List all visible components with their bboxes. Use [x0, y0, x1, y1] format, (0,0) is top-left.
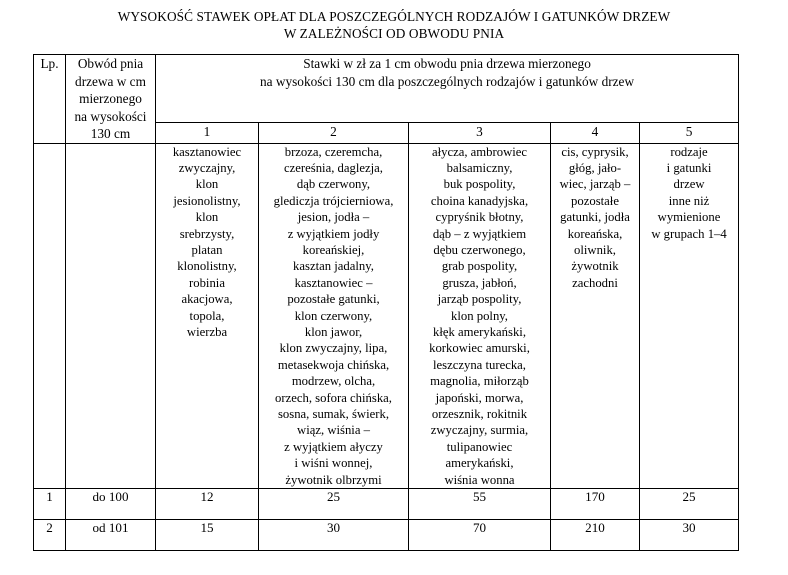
species-line: czereśnia, daglezja, [284, 160, 383, 175]
fees-table-container [33, 54, 738, 551]
species-line: dąb – z wyjątkiem [432, 226, 527, 241]
species-line: z wyjątkiem ałyczy [284, 439, 383, 454]
species-line: dębu czerwonego, [433, 242, 526, 257]
species-line: drzew [673, 177, 705, 192]
species-line: ałycza, ambrowiec [431, 144, 528, 159]
species-line: leszczyna turecka, [433, 357, 526, 372]
species-line: w grupach 1–4 [651, 226, 727, 241]
species-line: korkowiec amurski, [429, 341, 530, 356]
species-line: magnolia, miłorząb [430, 374, 529, 389]
row-rate-group-3: 55 [409, 489, 551, 520]
header-cell-lp: Lp. [34, 55, 66, 144]
species-row-lp-spacer [34, 143, 66, 489]
species-line: jarząb pospolity, [437, 292, 522, 307]
species-line: głóg, jało- [568, 160, 622, 175]
row-lp: 1 [34, 489, 66, 520]
girth-label-line: Obwód pnia [77, 56, 144, 71]
species-line: kasztanowiec – [294, 275, 373, 290]
species-line: robinia [189, 275, 225, 290]
species-line: cis, cyprysik, [561, 144, 629, 159]
species-line: żywotnik [571, 259, 619, 274]
row-rate-group-1: 12 [156, 489, 259, 520]
row-rate-group-2: 30 [259, 520, 409, 551]
rates-label-line: Stawki w zł za 1 cm obwodu pnia drzewa mierzonego [303, 56, 591, 71]
species-line: klon [195, 210, 219, 225]
species-line: wiąz, wiśnia – [297, 423, 370, 438]
species-line: amerykański, [445, 456, 514, 471]
species-line: dąb czerwony, [296, 177, 371, 192]
species-cell-group-3 [409, 143, 551, 489]
girth-label-line: na wysokości [74, 108, 147, 124]
species-line: i wiśni wonnej, [294, 456, 373, 471]
header-cell-rates [156, 55, 739, 123]
species-line: i gatunki [666, 160, 712, 175]
species-line: jesionolistny, [173, 193, 241, 208]
species-row [34, 143, 739, 489]
species-line: akacjowa, [181, 292, 233, 307]
row-girth: do 100 [66, 489, 156, 520]
species-cell-group-5 [640, 143, 739, 489]
species-line: klon zwyczajny, lipa, [279, 341, 388, 356]
species-line: zachodni [572, 275, 618, 290]
species-line: grab pospolity, [441, 259, 518, 274]
row-lp: 2 [34, 520, 66, 551]
species-line: brzoza, czeremcha, [284, 144, 383, 159]
row-rate-group-5: 25 [640, 489, 739, 520]
row-rate-group-3: 70 [409, 520, 551, 551]
species-line: klonolistny, [177, 259, 237, 274]
species-cell-group-1 [156, 143, 259, 489]
species-line: kasztan jadalny, [293, 259, 374, 274]
species-line: klon czerwony, [294, 308, 373, 323]
species-line: sosna, sumak, świerk, [277, 407, 389, 421]
table-row [34, 489, 739, 520]
species-line: japoński, morwa, [435, 390, 524, 405]
row-rate-group-4: 170 [551, 489, 640, 520]
title-line-1: WYSOKOŚĆ STAWEK OPŁAT DLA POSZCZEGÓLNYCH RODZAJÓW I GATUNKÓW DRZEW [117, 9, 671, 24]
species-row-girth-spacer [66, 143, 156, 489]
species-line: buk pospolity, [443, 177, 516, 192]
species-line: glediczja trójcierniowa, [273, 193, 394, 208]
species-line: wiec, jarząb – [559, 177, 631, 192]
species-line: jesion, jodła – [297, 210, 370, 225]
header-group-number-3: 3 [409, 122, 551, 143]
species-line: klon polny, [451, 308, 508, 323]
fees-table [33, 54, 739, 551]
species-line: z wyjątkiem jodły [287, 226, 380, 241]
species-line: orzesznik, rokitnik [431, 407, 528, 421]
species-line: pozostałe [571, 193, 619, 208]
row-rate-group-5: 30 [640, 520, 739, 551]
species-line: koreańska, [567, 226, 623, 241]
header-group-number-4: 4 [551, 122, 640, 143]
page-title [0, 0, 788, 42]
row-rate-group-1: 15 [156, 520, 259, 551]
title-line-2: W ZALEŻNOŚCI OD OBWODU PNIA [283, 26, 505, 41]
row-girth: od 101 [66, 520, 156, 551]
row-rate-group-2: 25 [259, 489, 409, 520]
species-cell-group-2 [259, 143, 409, 489]
species-line: klon [195, 177, 219, 192]
species-line: cypryśnik błotny, [435, 210, 524, 225]
girth-label-line: mierzonego [79, 91, 142, 106]
header-group-number-1: 1 [156, 122, 259, 143]
species-line: wierzba [186, 324, 228, 339]
species-line: platan [191, 242, 223, 257]
species-line: balsamiczny, [446, 160, 513, 175]
species-line: choina kanadyjska, [430, 193, 529, 208]
species-line: tulipanowiec [446, 439, 513, 454]
species-line: klon jawor, [304, 324, 363, 339]
species-line: gatunki, jodła [560, 210, 630, 225]
species-line: żywotnik olbrzymi [285, 472, 382, 487]
species-line: pozostałe gatunki, [287, 292, 380, 307]
species-line: wymienione [657, 210, 721, 225]
table-header-row-main [34, 55, 739, 123]
header-group-number-2: 2 [259, 122, 409, 143]
species-cell-group-4 [551, 143, 640, 489]
girth-label-line: 130 cm [90, 126, 131, 141]
species-line: koreańskiej, [302, 242, 365, 257]
species-line: srebrzysty, [179, 226, 235, 241]
species-line: inne niż [668, 193, 710, 208]
species-line: zwyczajny, surmia, [430, 423, 529, 438]
species-line: modrzew, olcha, [291, 374, 376, 389]
species-line: metasekwoja chińska, [277, 357, 390, 372]
species-line: rodzaje [670, 144, 708, 159]
header-cell-girth [66, 55, 156, 144]
species-line: topola, [189, 308, 225, 323]
girth-label-line: drzewa w cm [75, 73, 146, 89]
header-group-number-5: 5 [640, 122, 739, 143]
species-line: kasztanowiec [172, 144, 242, 159]
row-rate-group-4: 210 [551, 520, 640, 551]
species-line: zwyczajny, [178, 160, 236, 175]
rates-label-line: na wysokości 130 cm dla poszczególnych rodzajów i gatunków drzew [260, 74, 635, 89]
species-line: kłęk amerykański, [432, 324, 526, 339]
table-row [34, 520, 739, 551]
species-line: oliwnik, [574, 242, 616, 257]
species-line: grusza, jabłoń, [442, 275, 517, 290]
species-line: wiśnia wonna [444, 472, 515, 487]
species-line: orzech, sofora chińska, [275, 390, 392, 405]
